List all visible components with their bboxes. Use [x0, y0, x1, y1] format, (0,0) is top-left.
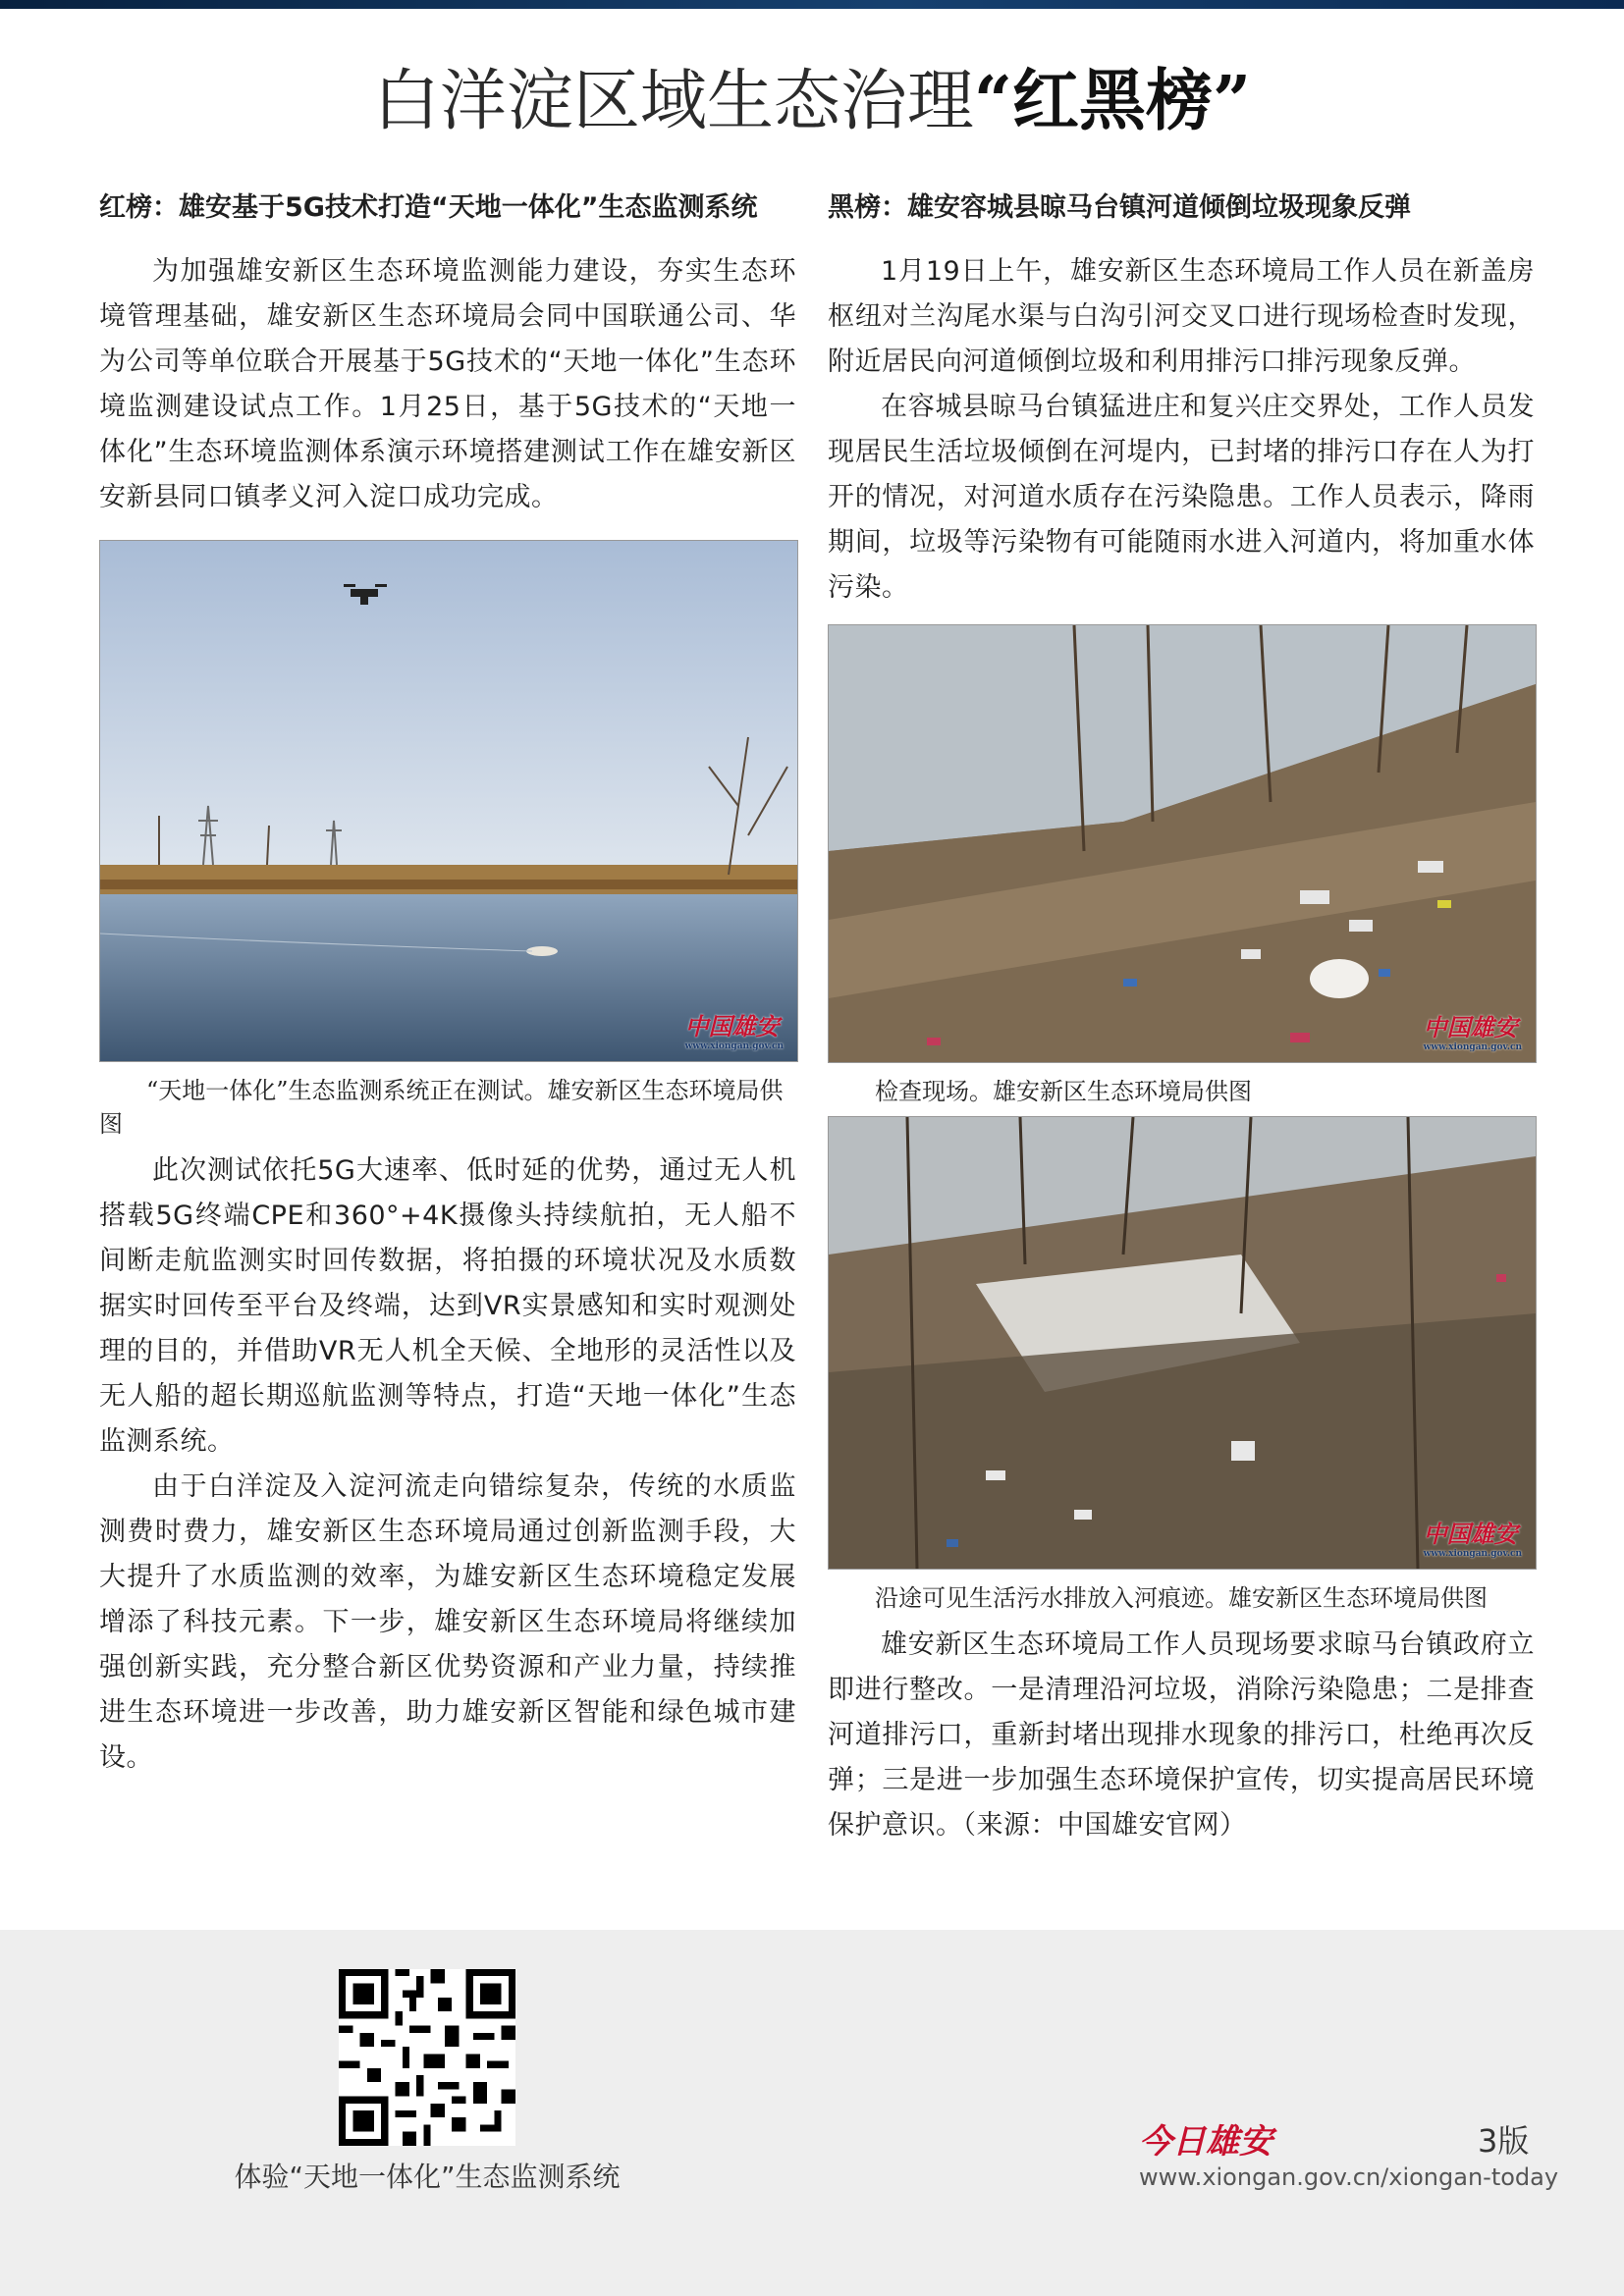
qr-label: 体验“天地一体化”生态监测系统: [234, 2161, 621, 2193]
title-prefix: 白洋淀区域生态治理: [372, 63, 974, 140]
left-paragraph-1: 为加强雄安新区生态环境监测能力建设，夯实生态环境管理基础，雄安新区生态环境局会同中国联通公司、华为公司等单位联合开展基于5G技术的“天地一体化”生态环境监测建设试点工作。1月25日，基于5G技术的“天地一体化”生态环境监测体系演示环境搭建测试工作在雄安新区安新县同口镇孝义河入淀口成功完成。: [99, 256, 796, 512]
right-column: [828, 187, 1535, 1848]
right-photo-caption-2: 沿途可见生活污水排放入河痕迹。雄安新区生态环境局供图: [875, 1584, 1488, 1612]
site-url[interactable]: www.xiongan.gov.cn/xiongan-today: [1139, 2163, 1559, 2191]
left-subhead: 红榜：雄安基于5G技术打造“天地一体化”生态监测系统: [99, 192, 758, 223]
right-paragraph-1: 1月19日上午，雄安新区生态环境局工作人员在新盖房枢纽对兰沟尾水渠与白沟引河交叉口进行现场检查时发现，附近居民向河道倾倒垃圾和利用排污口排污现象反弹。: [828, 256, 1535, 377]
left-paragraph-3: 由于白洋淀及入淀河流走向错综复杂，传统的水质监测费时费力，雄安新区生态环境局通过创新监测手段，大大提升了水质监测的效率，为雄安新区生态环境稳定发展增添了科技元素。下一步，雄安新区生态环境局将继续加强创新实践，充分整合新区优势资源和产业力量，持续推进生态环境进一步改善，助力雄安新区智能和绿色城市建设。: [99, 1471, 796, 1773]
riverbank-garbage-image-2: [829, 1117, 1536, 1569]
left-paragraph-2: 此次测试依托5G大速率、低时延的优势，通过无人机搭载5G终端CPE和360°+4K摄像头持续航拍，无人船不间断走航监测实时回传数据，将拍摄的环境状况及水质数据实时回传至平台及终端，达到VR实景感知和实时观测处理的目的，并借助VR无人机全天候、全地形的灵活性以及无人船的超长期巡航监测等特点，打造“天地一体化”生态监测系统。: [99, 1155, 796, 1457]
right-photo-caption-1: 检查现场。雄安新区生态环境局供图: [875, 1078, 1252, 1105]
watermark-logo-3: 中国雄安 www.xiongan.gov.cn: [1423, 1520, 1522, 1559]
title-emphasis: “红黑榜”: [973, 62, 1252, 140]
watermark-logo-1: 中国雄安 www.xiongan.gov.cn: [684, 1012, 784, 1051]
qr-code[interactable]: [339, 1969, 515, 2146]
footer: [0, 1930, 1624, 2296]
edition-number: 3版: [1478, 2122, 1530, 2160]
right-paragraph-2: 在容城县晾马台镇猛进庄和复兴庄交界处，工作人员发现居民生活垃圾倾倒在河堤内，已封堵的排污口存在人为打开的情况，对河道水质存在污染隐患。工作人员表示，降雨期间，垃圾等污染物有可能随雨水进入河道内，将加重水体污染。: [828, 392, 1535, 603]
page-title: [0, 57, 1624, 146]
drone-test-photo: [99, 540, 798, 1062]
drone-scene-image: [100, 541, 797, 1061]
riverbank-garbage-image-1: [829, 625, 1536, 1062]
inspection-site-photo: [828, 624, 1537, 1063]
brand-logo: 今日雄安: [1139, 2122, 1272, 2162]
left-column: [99, 187, 796, 1781]
left-photo-caption: “天地一体化”生态监测系统正在测试。雄安新区生态环境局供图: [99, 1077, 784, 1138]
sewage-trace-photo: [828, 1116, 1537, 1570]
watermark-logo-2: 中国雄安 www.xiongan.gov.cn: [1423, 1013, 1522, 1052]
right-paragraph-3: 雄安新区生态环境局工作人员现场要求晾马台镇政府立即进行整改。一是清理沿河垃圾，消除污染隐患；二是排查河道排污口，重新封堵出现排水现象的排污口，杜绝再次反弹；三是进一步加强生态环境保护宣传，切实提高居民环境保护意识。（来源：中国雄安官网）: [828, 1629, 1535, 1841]
right-subhead: 黑榜：雄安容城县晾马台镇河道倾倒垃圾现象反弹: [828, 192, 1411, 223]
top-bar: [0, 0, 1624, 9]
qr-code-icon: [339, 1969, 515, 2146]
